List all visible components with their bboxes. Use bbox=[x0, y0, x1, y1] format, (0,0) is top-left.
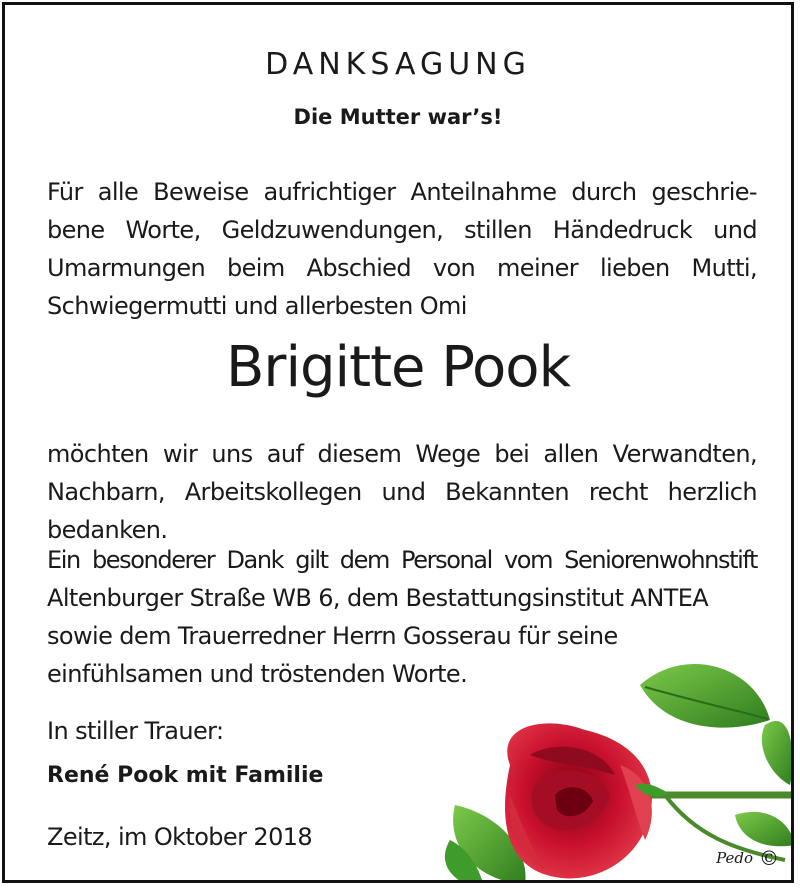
intro-paragraph bbox=[47, 173, 757, 325]
intro-line: bene Worte, Geldzuwendungen, stillen Händedruck und bbox=[47, 216, 757, 244]
photo-credit bbox=[716, 846, 779, 870]
signer: René Pook mit Familie bbox=[47, 763, 324, 788]
signoff: In stiller Trauer: bbox=[47, 717, 224, 745]
special-thanks-line: Altenburger Straße WB 6, dem Bestattungsinstitut ANTEA bbox=[47, 584, 709, 612]
special-thanks-line: sowie dem Trauerredner Herrn Gosserau für seine bbox=[47, 622, 618, 650]
intro-line: Für alle Beweise aufrichtiger Anteilnahme durch geschrie- bbox=[47, 178, 757, 206]
subheading: Die Mutter war’s! bbox=[293, 105, 503, 129]
copyright-symbol: © bbox=[759, 846, 779, 870]
deceased-name: Brigitte Pook bbox=[226, 335, 570, 400]
intro-line: Schwiegermutti und allerbesten Omi bbox=[47, 292, 467, 320]
obituary-notice bbox=[2, 2, 794, 883]
intro-line: Umarmungen beim Abschied von meiner lieben Mutti, bbox=[47, 254, 757, 282]
thanks-line: Nachbarn, Arbeitskollegen und Bekannten recht herzlich bbox=[47, 478, 757, 506]
heading: DANKSAGUNG bbox=[265, 47, 531, 82]
thanks-paragraph bbox=[47, 435, 757, 549]
place-date: Zeitz, im Oktober 2018 bbox=[47, 823, 313, 851]
thanks-line: möchten wir uns auf diesem Wege bei allen Verwandten, bbox=[47, 440, 757, 468]
credit-text: Pedo bbox=[716, 849, 753, 867]
thanks-line: bedanken. bbox=[47, 516, 168, 544]
special-thanks-line: einfühlsamen und tröstenden Worte. bbox=[47, 660, 468, 688]
special-thanks-line: Ein besonderer Dank gilt dem Personal vom Seniorenwohnstift bbox=[47, 546, 757, 574]
